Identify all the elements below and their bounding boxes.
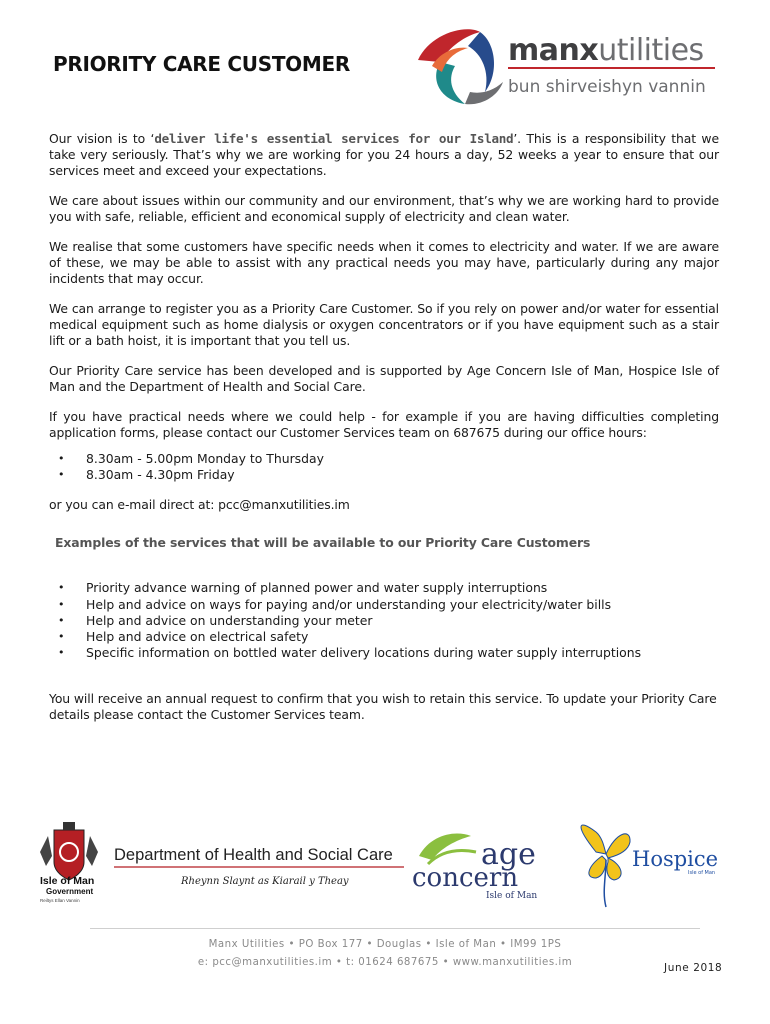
list-item: • Help and advice on understanding your meter — [49, 613, 719, 629]
age-top: age — [481, 837, 536, 872]
hospice-logo — [581, 825, 718, 907]
logo-manx-text: manx — [508, 33, 599, 68]
examples-heading: Examples of the services that will be available to our Priority Care Customers — [55, 535, 591, 551]
office-hours-list — [49, 451, 719, 483]
age-bottom: concern — [412, 863, 519, 893]
vision-paragraph — [49, 131, 719, 179]
email-line: or you can e-mail direct at: pcc@manxutilities.im — [49, 497, 350, 513]
list-item: • Priority advance warning of planned power and water supply interruptions — [49, 580, 719, 596]
hospice-name: Hospice — [632, 847, 719, 871]
letter-body — [49, 131, 719, 737]
age-sub: Isle of Man — [486, 891, 538, 901]
list-item: • 8.30am - 5.00pm Monday to Thursday — [49, 451, 719, 467]
manx-utilities-logo — [410, 22, 720, 112]
footer-contact: e: pcc@manxutilities.im • t: 01624 687675 • www.manxutilities.im — [197, 957, 573, 968]
iom-line3: Reiltys Ellan Vannin — [40, 898, 80, 903]
hospice-sub: Isle of Man — [688, 870, 716, 876]
closing-paragraph: You will receive an annual request to confirm that you wish to retain this service. To update your Priority Care details please contact the Customer Services team. — [49, 691, 717, 723]
dhsc-manx: Rheynn Slaynt as Kiarail y Theay — [181, 876, 349, 887]
document-date: June 2018 — [664, 962, 723, 974]
list-item: • Help and advice on electrical safety — [49, 629, 719, 645]
vision-quote: deliver life's essential services for our Island — [154, 131, 514, 146]
support-paragraph: Our Priority Care service has been developed and is supported by Age Concern Isle of Man, Hospice Isle of Man and the Department of Health and Social Care. — [49, 363, 719, 394]
page-title: PRIORITY CARE CUSTOMER — [53, 52, 350, 76]
list-item: • Help and advice on ways for paying and/or understanding your electricity/water bills — [49, 597, 719, 613]
dhsc-name: Department of Health and Social Care — [114, 846, 393, 864]
iom-line1: Isle of Man — [40, 875, 95, 887]
community-paragraph: We care about issues within our community and our environment, that’s why we are working hard to provide you with safe, reliable, efficient and economical supply of electricity and clean water. — [49, 193, 719, 224]
footer-address: Manx Utilities • PO Box 177 • Douglas • Isle of Man • IM99 1PS — [208, 939, 562, 950]
register-paragraph: We can arrange to register you as a Priority Care Customer. So if you rely on power and/or water for essential medical equipment such as home dialysis or oxygen concentrators or if you have equipment such as a stair lift or a bath hoist, it is important that you tell us. — [49, 301, 719, 348]
services-list — [49, 580, 719, 661]
needs-paragraph: We realise that some customers have specific needs when it comes to electricity and water. If we are aware of these, we may be able to assist with any practical needs you may have, particularly during any major incidents that may occur. — [49, 239, 719, 286]
dhsc-logo — [114, 846, 404, 887]
manx-utilities-emblem — [418, 29, 503, 104]
logo-utilities-text: utilities — [598, 33, 704, 68]
footer-divider — [90, 928, 700, 929]
iom-line2: Government — [46, 887, 94, 896]
logo-tagline: bun shirveishyn vannin — [508, 77, 706, 97]
svg-text:manxutilities — [508, 33, 704, 68]
contact-paragraph: If you have practical needs where we could help - for example if you are having difficulties completing application forms, please contact our Customer Services team on 687675 during our office hours: — [49, 409, 719, 440]
age-concern-logo — [412, 833, 537, 901]
list-item: • 8.30am - 4.30pm Friday — [49, 467, 719, 483]
list-item: • Specific information on bottled water delivery locations during water supply interruptions — [49, 645, 719, 661]
vision-after: ’. This is a responsibility that we take very seriously. That’s why we are working for you 24 hours a day, 52 weeks a year to ensure that our services meet and exceed your expectations. — [49, 131, 719, 178]
iom-government-logo — [40, 822, 98, 903]
partner-logos — [36, 822, 736, 917]
vision-before: Our vision is to ‘ — [49, 131, 155, 146]
